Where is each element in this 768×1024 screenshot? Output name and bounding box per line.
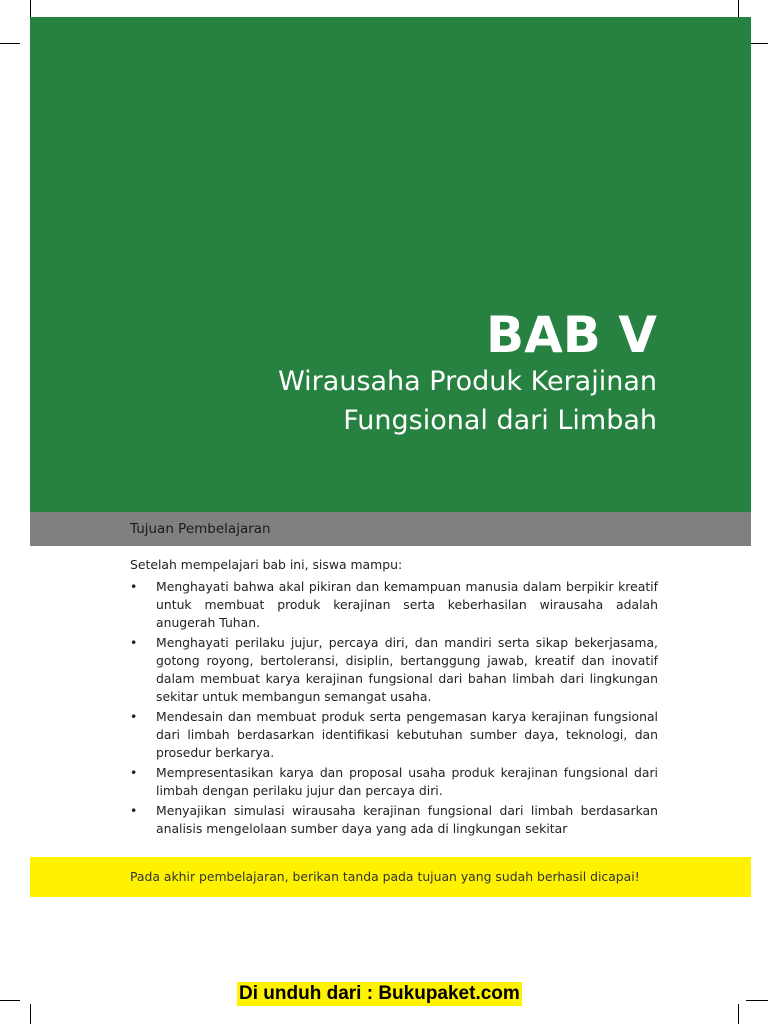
crop-mark (30, 1004, 31, 1024)
list-item (130, 634, 658, 706)
chapter-title-line2: Fungsional dari Limbah (343, 405, 657, 436)
list-item (130, 802, 658, 838)
list-item (130, 708, 658, 762)
item-text: Menyajikan simulasi wirausaha kerajinan fungsional dari limbah berdasarkan analisis mengelolaan sumber daya yang ada di lingkungan sekitar (156, 803, 658, 836)
watermark-link[interactable]: Di unduh dari : Bukupaket.com (239, 983, 520, 1004)
crop-mark (738, 1004, 739, 1024)
bullet: • (130, 765, 138, 780)
bullet: • (130, 579, 138, 594)
list-item (130, 764, 658, 800)
crop-mark (0, 43, 20, 44)
note-text: Pada akhir pembelajaran, berikan tanda pada tujuan yang sudah berhasil dicapai! (130, 869, 640, 884)
objectives-list (130, 578, 658, 838)
item-text: Mempresentasikan karya dan proposal usaha produk kerajinan fungsional dari limbah dengan perilaku jujur dan percaya diri. (156, 765, 658, 798)
bullet: • (130, 803, 138, 818)
objectives (130, 556, 658, 840)
chapter-banner (30, 17, 751, 512)
section-heading: Tujuan Pembelajaran (130, 521, 271, 537)
item-text: Menghayati perilaku jujur, percaya diri, dan mandiri serta sikap bekerjasama, gotong royong, bertoleransi, disiplin, bertanggung jawab, kreatif dan inovatif dalam membuat karya kerajinan fungsional dari bahan limbah dari lingkungan sekitar untuk membangun semangat usaha. (156, 635, 658, 704)
crop-mark (0, 1000, 20, 1001)
item-text: Mendesain dan membuat produk serta pengemasan karya kerajinan fungsional dari limbah berdasarkan identifikasi kebutuhan sumber daya, teknologi, dan prosedur berkarya. (156, 709, 658, 760)
list-item (130, 578, 658, 632)
item-text: Menghayati bahwa akal pikiran dan kemampuan manusia dalam berpikir kreatif untuk membuat produk kerajinan serta keberhasilan wirausaha adalah anugerah Tuhan. (156, 579, 658, 630)
section-header-bar (30, 512, 751, 546)
intro-text: Setelah mempelajari bab ini, siswa mampu: (130, 557, 403, 572)
crop-mark (746, 1000, 768, 1001)
bullet: • (130, 635, 138, 650)
chapter-number: BAB V (485, 306, 657, 364)
note-bar (30, 857, 751, 897)
chapter-title-line1: Wirausaha Produk Kerajinan (278, 366, 657, 397)
bullet: • (130, 709, 138, 724)
